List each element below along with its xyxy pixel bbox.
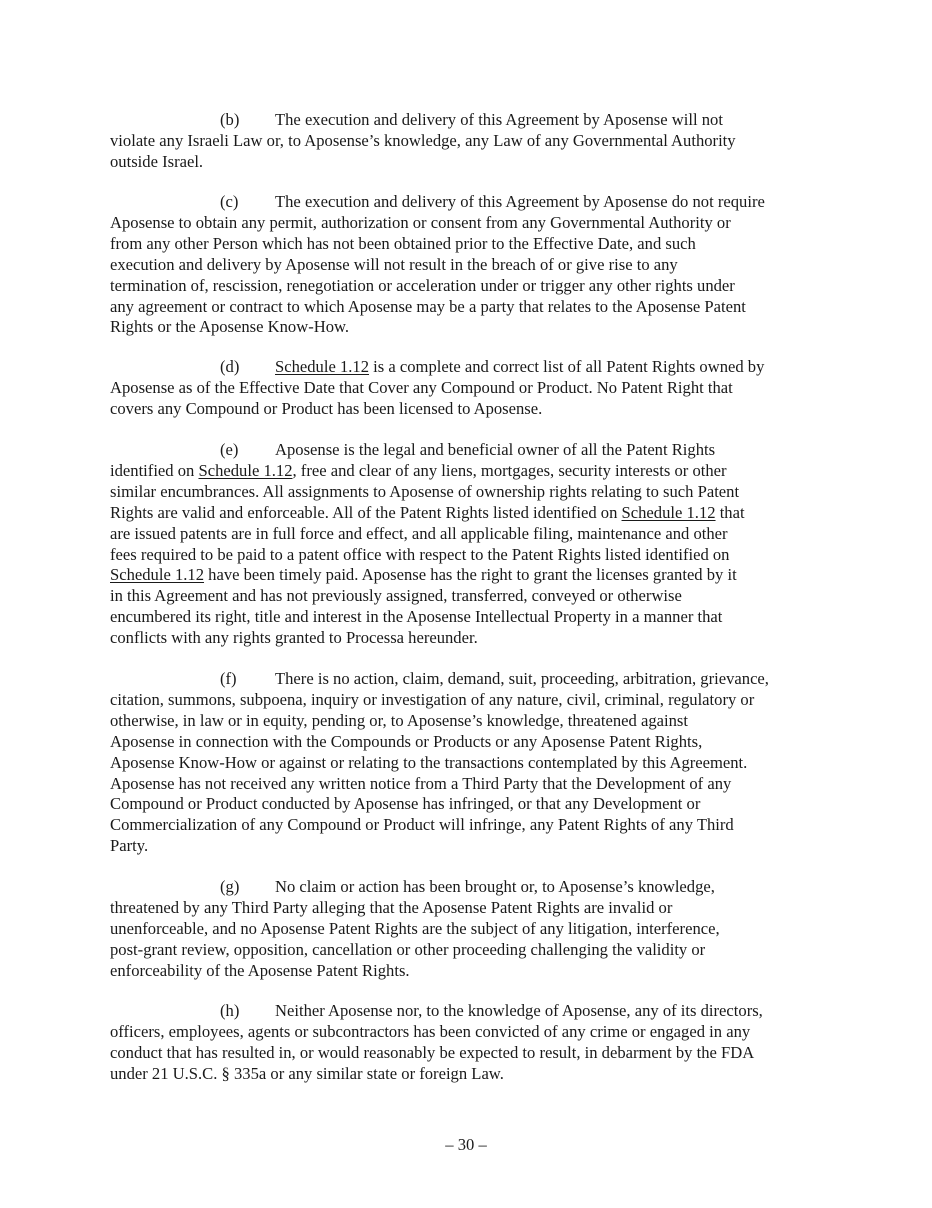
paragraph-line: Schedule 1.12 have been timely paid. Aposense has the right to grant the licenses granted by it: [110, 565, 737, 585]
paragraph-line: covers any Compound or Product has been licensed to Aposense.: [110, 398, 543, 418]
paragraph-line: officers, employees, agents or subcontractors has been convicted of any crime or engaged in any: [110, 1021, 751, 1041]
paragraph-label: (g): [220, 877, 240, 896]
schedule-reference-link[interactable]: Schedule 1.12: [110, 565, 205, 585]
paragraph-line: The execution and delivery of this Agreement by Aposense do not require: [275, 192, 765, 211]
schedule-reference-link[interactable]: Schedule 1.12: [275, 357, 370, 376]
paragraph-d: (d) Schedule 1.12 is a complete and correct list of all Patent Rights owned by Aposense as of the Effective Date that Cover any Compound or Product. No Patent Right that covers any Compound or Product has been licensed to Aposense.: [110, 357, 830, 420]
paragraph-label: (d): [220, 357, 240, 376]
paragraph-b: [110, 110, 830, 173]
paragraph-line: violate any Israeli Law or, to Aposense’s knowledge, any Law of any Governmental Authority: [110, 130, 736, 150]
paragraph-e: [110, 440, 830, 649]
paragraph-line: any agreement or contract to which Aposense may be a party that relates to the Aposense Patent: [110, 296, 746, 316]
paragraph-line: under 21 U.S.C. § 335a or any similar state or foreign Law.: [110, 1063, 504, 1083]
paragraph-line: The execution and delivery of this Agreement by Aposense will not: [275, 110, 723, 129]
paragraph-line: Neither Aposense nor, to the knowledge of Aposense, any of its directors,: [275, 1001, 763, 1020]
paragraph-line: outside Israel.: [110, 151, 204, 171]
paragraph-h: [110, 1001, 830, 1085]
paragraph-line: Aposense to obtain any permit, authorization or consent from any Governmental Authority or: [110, 212, 731, 232]
page-number: – 30 –: [445, 1135, 487, 1154]
paragraph-line: Aposense in connection with the Compounds or Products or any Aposense Patent Rights,: [110, 731, 703, 751]
paragraph-line: Aposense as of the Effective Date that Cover any Compound or Product. No Patent Right that: [110, 377, 733, 397]
paragraph-line: Party.: [110, 836, 149, 856]
paragraph-line: Aposense has not received any written notice from a Third Party that the Development of any: [110, 773, 732, 793]
paragraph-line: Rights are valid and enforceable. All of the Patent Rights listed identified on Schedule 1.12 that: [110, 502, 745, 522]
paragraph-label: (b): [220, 110, 240, 129]
schedule-reference-link[interactable]: Schedule 1.12: [198, 460, 293, 480]
paragraph-line: fees required to be paid to a patent office with respect to the Patent Rights listed identified on: [110, 544, 730, 564]
paragraph-line: conflicts with any rights granted to Processa hereunder.: [110, 628, 478, 648]
paragraph-label: (h): [220, 1001, 240, 1020]
paragraph-line: encumbered its right, title and interest in the Aposense Intellectual Property in a manner that: [110, 607, 723, 627]
paragraph-line: are issued patents are in full force and effect, and all applicable filing, maintenance and other: [110, 523, 728, 543]
paragraph-line: enforceability of the Aposense Patent Rights.: [110, 960, 410, 980]
paragraph-line: otherwise, in law or in equity, pending or, to Aposense’s knowledge, threatened against: [110, 710, 688, 730]
paragraph-line: unenforceable, and no Aposense Patent Rights are the subject of any litigation, interference,: [110, 918, 720, 938]
paragraph-line: Aposense is the legal and beneficial owner of all the Patent Rights: [275, 440, 716, 459]
paragraph-line: post-grant review, opposition, cancellation or other proceeding challenging the validity or: [110, 939, 706, 959]
paragraph-line: conduct that has resulted in, or would reasonably be expected to result, in debarment by the FDA: [110, 1042, 755, 1062]
paragraph-g: [110, 877, 830, 982]
paragraph-line: No claim or action has been brought or, to Aposense’s knowledge,: [275, 877, 715, 896]
paragraph-line: similar encumbrances. All assignments to Aposense of ownership rights relating to such Patent: [110, 481, 740, 501]
paragraph-line: citation, summons, subpoena, inquiry or investigation of any nature, civil, criminal, regulatory or: [110, 689, 755, 709]
paragraph-line: in this Agreement and has not previously assigned, transferred, conveyed or otherwise: [110, 586, 682, 606]
paragraph-line: Commercialization of any Compound or Product will infringe, any Patent Rights of any Third: [110, 815, 734, 835]
paragraph-line: There is no action, claim, demand, suit, proceeding, arbitration, grievance,: [275, 669, 769, 688]
paragraph-line: Compound or Product conducted by Aposense has infringed, or that any Development or: [110, 794, 701, 814]
paragraph-label: (c): [220, 192, 239, 211]
paragraph-line: execution and delivery by Aposense will not result in the breach of or give rise to any: [110, 254, 678, 274]
paragraph-c: [110, 192, 830, 338]
paragraph-f: [110, 669, 830, 857]
paragraph-line: identified on Schedule 1.12, free and clear of any liens, mortgages, security interests or other: [110, 460, 727, 480]
paragraph-line: threatened by any Third Party alleging that the Aposense Patent Rights are invalid or: [110, 897, 673, 917]
schedule-reference-link[interactable]: Schedule 1.12: [621, 502, 716, 522]
paragraph-line: termination of, rescission, renegotiation or acceleration under or trigger any other rights under: [110, 275, 735, 295]
paragraph-label: (f): [220, 669, 237, 688]
paragraph-line: from any other Person which has not been obtained prior to the Effective Date, and such: [110, 233, 696, 253]
paragraph-line: Rights or the Aposense Know-How.: [110, 317, 350, 337]
paragraph-line: Aposense Know-How or against or relating to the transactions contemplated by this Agreement.: [110, 752, 748, 772]
paragraph-label: (e): [220, 440, 239, 459]
